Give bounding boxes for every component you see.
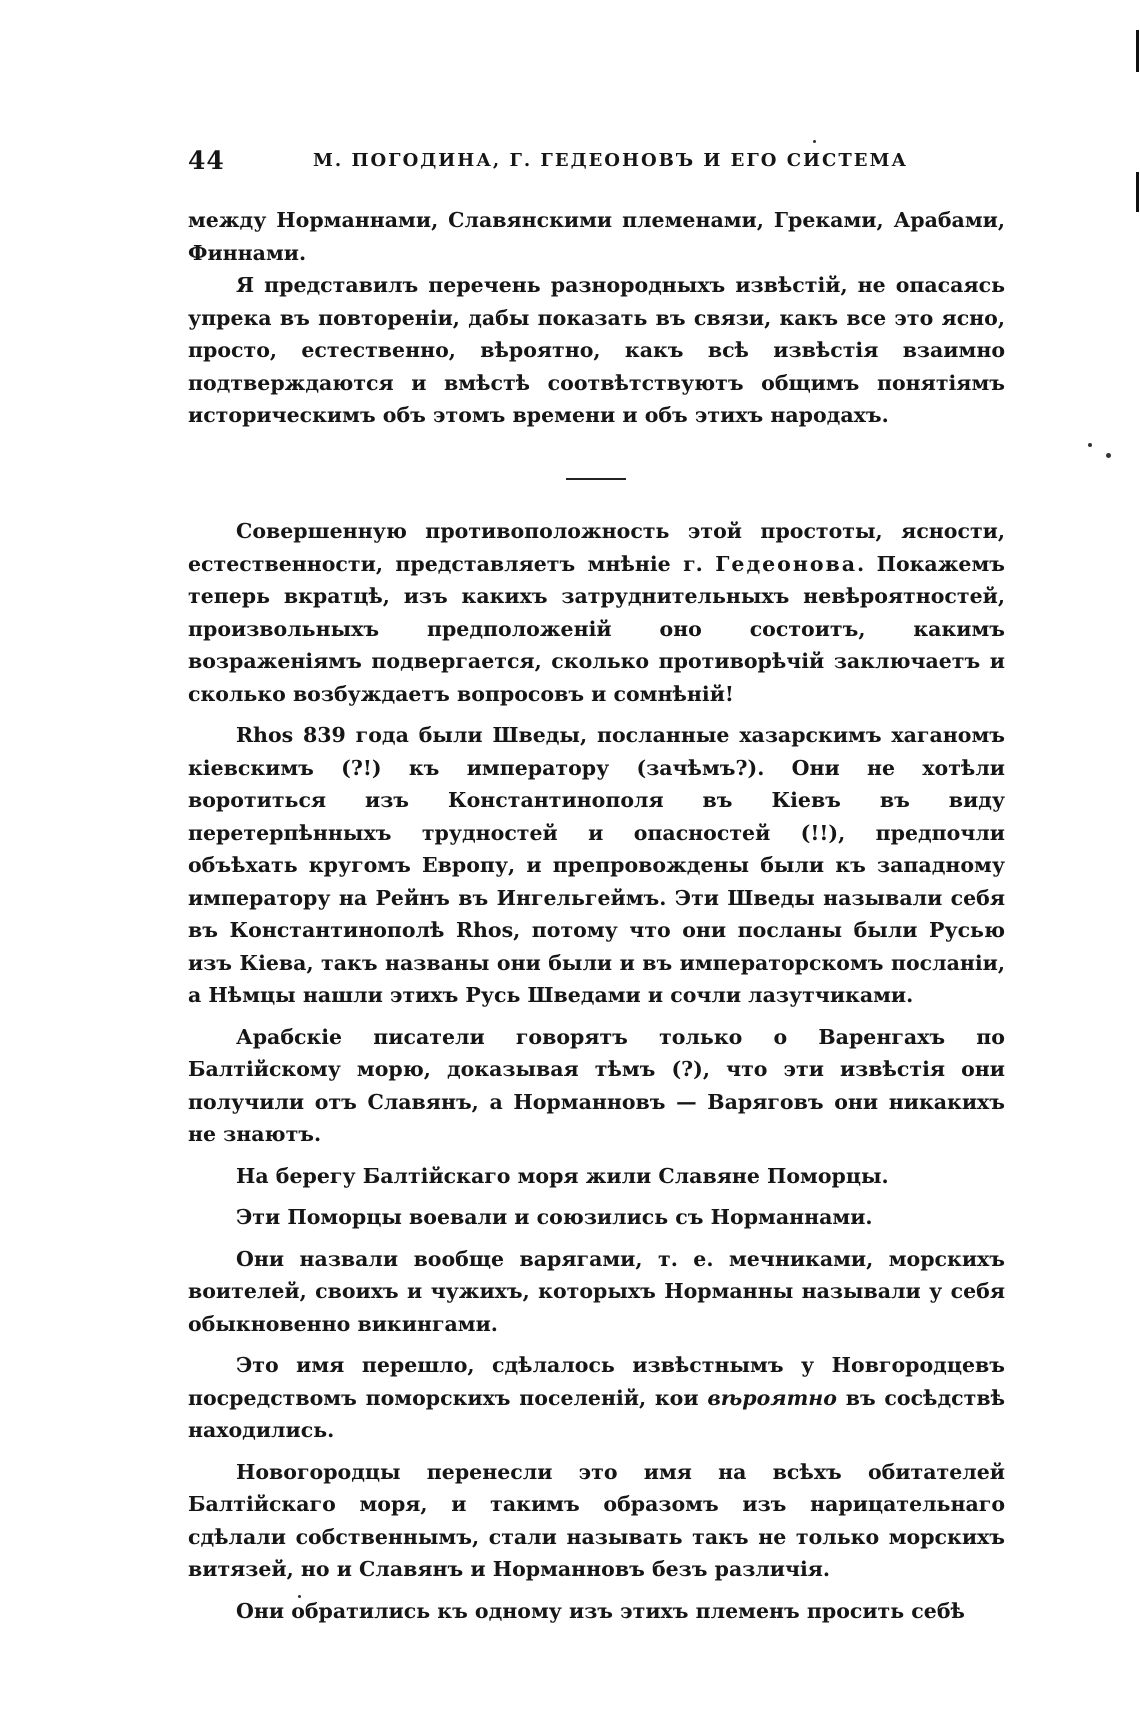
page-number: 44 (188, 146, 225, 175)
paragraph-final-line: Они обратились къ одному изъ этихъ племенъ просить себѣ (236, 1598, 965, 1623)
paragraph-name-spread-rest: въ сосѣдствѣ находились. (188, 1385, 1005, 1442)
running-head: М. ПОГОДИНА, Г. ГЕДЕОНОВЪ И ЕГО СИСТЕМА (313, 150, 909, 171)
top-text-block (188, 204, 1005, 432)
scan-speck (1106, 453, 1111, 458)
paragraph-continuation: между Норманнами, Славянскими племенами, Греками, Арабами, Финнами. (188, 208, 1005, 265)
paragraph-pomorians-war: Эти Поморцы воевали и союзились съ Норманнами. (236, 1205, 873, 1229)
paragraph-varangians: Они назвали вообще варягами, т. е. мечниками, морскихъ воителей, своихъ и чужихъ, которыхъ Норманны называли у себя обыкновенно викингами. (188, 1246, 1005, 1336)
paragraph-opposition (188, 515, 1005, 710)
paragraph-arab-writers: Арабскіе писатели говорятъ только о Варенгахъ по Балтійскому морю, доказывая тѣмъ (?), что эти извѣстія они получили отъ Славянъ, а Норманновъ — Варяговъ они никакихъ не знаютъ. (188, 1024, 1005, 1146)
paragraph-opposition-lead: Совершенную противоположность этой простоты, ясности, естественности, представляетъ мнѣніе г. (188, 519, 1005, 576)
scan-edge-mark-top (1136, 30, 1139, 72)
paragraph-opposition-rest: . Покажемъ теперь вкратцѣ, изъ какихъ затруднительныхъ невѣроятностей, произвольныхъ предположеній оно состоитъ, какимъ возраженіямъ подвергается, сколько противорѣчій заключаетъ и сколько возбуждаетъ вопросовъ и сомнѣній! (188, 551, 1005, 706)
main-text-block (188, 515, 1005, 1627)
scan-speck (298, 1595, 301, 1598)
paragraph-summary: Я представилъ перечень разнородныхъ извѣстій, не опасаясь упрека въ повтореніи, дабы показать въ связи, какъ все это ясно, просто, естественно, вѣроятно, какъ всѣ извѣстія взаимно подтверждаются и вмѣстѣ соотвѣтствуютъ общимъ понятіямъ историческимъ объ этомъ времени и объ этихъ народахъ. (188, 273, 1005, 427)
paragraph-rhos: Rhos 839 года были Шведы, посланные хазарскимъ хаганомъ кіевскимъ (?!) къ императору (зачѣмъ?). Они не хотѣли воротиться изъ Константинополя въ Кіевъ въ виду перетерпѣнныхъ трудностей и опасностей (!!), предпочли объѣхать кругомъ Европу, и препровождены были къ западному императору на Рейнъ въ Ингельгеймъ. Эти Шведы называли себя въ Константинополѣ Rhos, потому что они посланы были Русью изъ Кіева, такъ названы они были и въ императорскомъ посланіи, а Нѣмцы нашли этихъ Русь Шведами и сочли лазутчиками. (188, 723, 1005, 1007)
paragraph-pomorians: На берегу Балтійскаго моря жили Славяне Поморцы. (236, 1163, 889, 1188)
scan-speck (1088, 443, 1092, 447)
section-divider (566, 478, 626, 480)
scan-speck (813, 140, 816, 143)
scan-edge-mark-mid (1136, 172, 1139, 212)
page-header (188, 146, 1028, 182)
author-name-spaced: Гедеонова (715, 551, 858, 576)
paragraph-name-spread-lead: Это имя перешло, сдѣлалось извѣстнымъ у Новгородцевъ посредствомъ поморскихъ поселеній, кои (188, 1353, 1005, 1410)
italic-word: вѣроятно (707, 1385, 837, 1410)
paragraph-name-spread (188, 1349, 1005, 1447)
paragraph-novgorodians: Новогородцы перенесли это имя на всѣхъ обитателей Балтійскаго моря, и такимъ образомъ изъ нарицательнаго сдѣлали собственнымъ, стали называть такъ не только морскихъ витязей, но и Славянъ и Норманновъ безъ различія. (188, 1459, 1005, 1581)
